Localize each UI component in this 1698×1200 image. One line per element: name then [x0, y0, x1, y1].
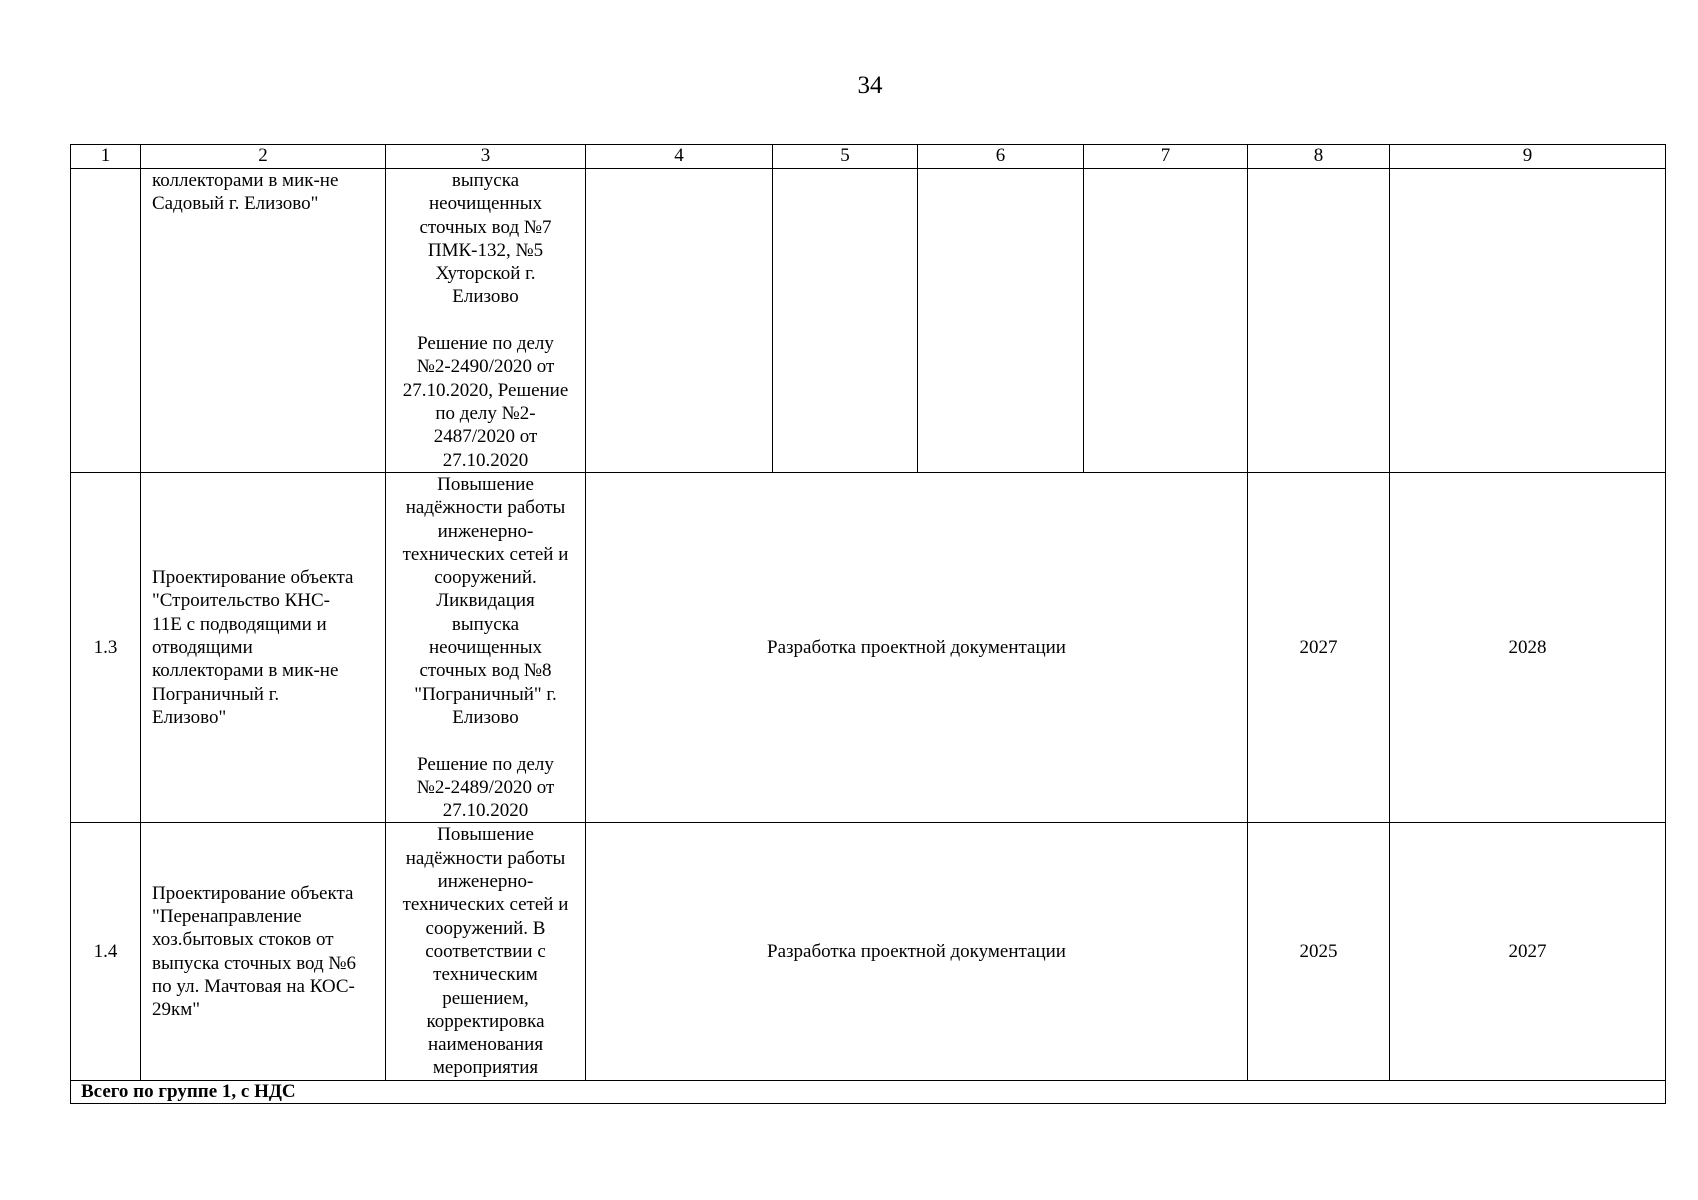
empty-cell — [1084, 169, 1248, 473]
table-row — [71, 169, 1666, 473]
column-header: 4 — [586, 145, 773, 169]
column-header: 5 — [773, 145, 918, 169]
table-row — [71, 473, 1666, 823]
column-header: 2 — [141, 145, 386, 169]
purpose-cell: выпуска неочищенных сточных вод №7 ПМК-132, №5 Хуторской г. Елизово Решение по делу №2-2490/2020 от 27.10.2020, Решение по делу №2- 2487/2020 от 27.10.2020 — [386, 169, 586, 473]
stage-cell: Разработка проектной документации — [586, 473, 1248, 823]
start-year-cell: 2027 — [1248, 473, 1390, 823]
row-number-cell: 1.3 — [71, 473, 141, 823]
purpose-cell: Повышение надёжности работы инженерно- технических сетей и сооружений. Ликвидация выпуска неочищенных сточных вод №8 "Пограничный" г. Елизово Решение по делу №2-2489/2020 от 27.10.2020 — [386, 473, 586, 823]
table-row — [71, 823, 1666, 1080]
column-header: 7 — [1084, 145, 1248, 169]
page-number: 34 — [857, 72, 883, 99]
object-name-cell: Проектирование объекта "Строительство КНС- 11Е с подводящими и отводящими коллекторами в мик-не Пограничный г. Елизово" — [141, 473, 386, 823]
stage-cell: Разработка проектной документации — [586, 823, 1248, 1080]
column-header: 8 — [1248, 145, 1390, 169]
empty-cell — [586, 169, 773, 473]
start-year-cell: 2025 — [1248, 823, 1390, 1080]
column-header: 3 — [386, 145, 586, 169]
column-header: 9 — [1390, 145, 1666, 169]
row-number-cell — [71, 169, 141, 473]
column-number-row — [71, 145, 1666, 169]
row-number-cell: 1.4 — [71, 823, 141, 1080]
empty-cell — [918, 169, 1084, 473]
measures-table — [70, 144, 1666, 1104]
end-year-cell: 2028 — [1390, 473, 1666, 823]
empty-cell — [1390, 169, 1666, 473]
group-total-row — [71, 1080, 1666, 1103]
empty-cell — [1248, 169, 1390, 473]
purpose-cell: Повышение надёжности работы инженерно- технических сетей и сооружений. В соответствии с техническим решением, корректировка наименования мероприятия — [386, 823, 586, 1080]
group-total-label: Всего по группе 1, с НДС — [71, 1080, 1666, 1103]
object-name-cell: коллекторами в мик-не Садовый г. Елизово" — [141, 169, 386, 473]
column-header: 1 — [71, 145, 141, 169]
object-name-cell: Проектирование объекта "Перенаправление хоз.бытовых стоков от выпуска сточных вод №6 по ул. Мачтовая на КОС- 29км" — [141, 823, 386, 1080]
empty-cell — [773, 169, 918, 473]
end-year-cell: 2027 — [1390, 823, 1666, 1080]
column-header: 6 — [918, 145, 1084, 169]
